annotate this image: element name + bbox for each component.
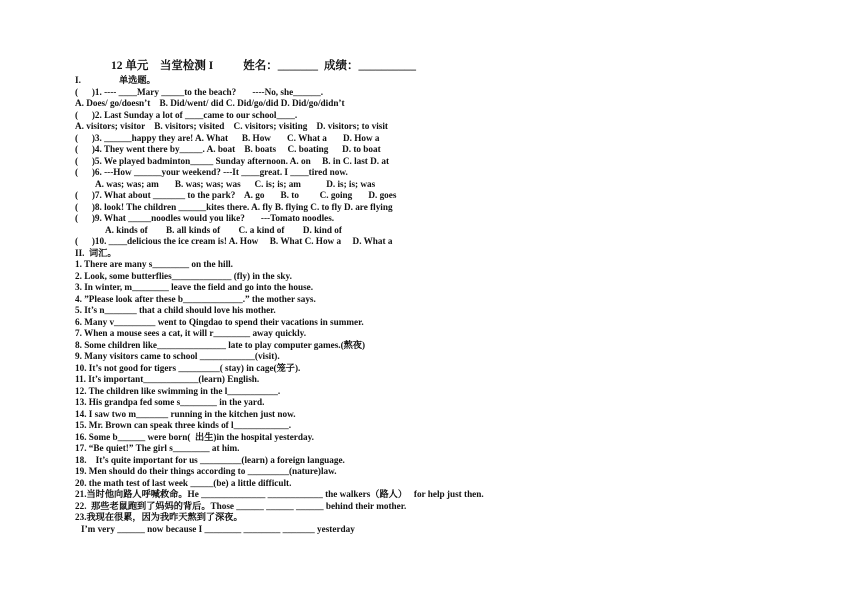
worksheet-header — [111, 57, 416, 73]
vocab-item: 20. the math test of last week _____(be) a little difficult. — [75, 477, 292, 488]
vocab-item: 3. In winter, m________ leave the field and go into the house. — [75, 282, 314, 292]
worksheet-title: 12 单元 当堂检测 I — [111, 60, 214, 72]
question-line: ( )6. ---How ______your weekend? ---It ____great. I ____tired now. — [75, 167, 348, 177]
vocab-item: 14. I saw two m_______ running in the kitchen just now. — [75, 408, 296, 419]
section-1-number: I. — [75, 75, 81, 85]
question-line: ( )3. ______happy they are! A. What B. How C. What a D. How a — [75, 132, 380, 143]
translation-item: I’m very ______ now because I ________ ________ _______ yesterday — [81, 523, 355, 534]
question-options: A. Does/ go/doesn’t B. Did/went/ did C. Did/go/did D. Did/go/didn’t — [75, 98, 345, 108]
section-1-heading — [75, 75, 635, 87]
translation-item: 21.当时他向路人呼喊救命。He ______________ ____________ the walkers（路人） for help just then. — [75, 489, 484, 499]
score-field-label: 成绩：__________ — [323, 60, 416, 72]
name-field-label: 姓名：_______ — [243, 60, 318, 72]
vocab-item: 2. Look, some butterflies_____________ (fly) in the sky. — [75, 270, 292, 281]
vocab-item: 10. It’s not good for tigers _________( stay) in cage(笼子). — [75, 362, 301, 373]
vocab-item: 11. It’s important____________(learn) English. — [75, 374, 260, 384]
vocab-item: 16. Some b______ were born( 出生)in the hospital yesterday. — [75, 431, 314, 442]
translation-item: 22. 那些老鼠跑到了妈妈的背后。Those ______ ______ ______ behind their mother. — [75, 500, 407, 511]
vocab-item: 1. There are many s________ on the hill. — [75, 259, 233, 269]
question-line: ( )1. ---- ____Mary _____to the beach? ----No, she______. — [75, 86, 324, 97]
question-line: ( )10. ____delicious the ice cream is! A. How B. What C. How a D. What a — [75, 236, 393, 246]
vocab-item: 5. It’s n_______ that a child should love his mother. — [75, 305, 276, 315]
section-1-title: 单选题。 — [119, 75, 156, 85]
vocab-item: 15. Mr. Brown can speak three kinds of l____________. — [75, 420, 292, 430]
vocab-item: 9. Many visitors came to school ____________(visit). — [75, 351, 280, 361]
question-options: A. visitors; visitor B. visitors; visited C. visitors; visiting D. visitors; to visit — [75, 121, 388, 131]
section-2-heading: II. 词汇。 — [75, 247, 117, 258]
question-line: ( )7. What about _______ to the park? A. go B. to C. going D. goes — [75, 190, 397, 200]
vocab-item: 19. Men should do their things according to _________(nature)law. — [75, 466, 337, 476]
vocab-item: 12. The children like swimming in the l___________. — [75, 385, 281, 396]
vocab-item: 13. His grandpa fed some s________ in the yard. — [75, 397, 265, 407]
question-line: ( )4. They went there by_____. A. boat B. boats C. boating D. to boat — [75, 144, 381, 154]
vocab-item: 18. It’s quite important for us _________(learn) a foreign language. — [75, 454, 345, 465]
question-line: ( )5. We played badminton_____ Sunday afternoon. A. on B. in C. last D. at — [75, 155, 390, 166]
vocab-item: 8. Some children like_______________ late to play computer games.(熬夜) — [75, 339, 366, 350]
question-options: A. kinds of B. all kinds of C. a kind of D. kind of — [105, 224, 342, 235]
vocab-item: 7. When a mouse sees a cat, it will r________ away quickly. — [75, 328, 307, 338]
question-options: A. was; was; am B. was; was; was C. is; is; am D. is; is; was — [95, 178, 376, 189]
question-line: ( )9. What _____noodles would you like? ---Tomato noodles. — [75, 213, 335, 223]
vocab-item: 4. ”Please look after these b_____________.” the mother says. — [75, 293, 316, 304]
vocab-item: 6. Many v_________ went to Qingdao to spend their vacations in summer. — [75, 316, 364, 327]
question-line: ( )8. look! The children ______kites there. A. fly B. flying C. to fly D. are flying — [75, 201, 393, 212]
vocab-item: 17. “Be quiet!” The girl s________ at him. — [75, 443, 240, 453]
translation-item: 23.我现在很累，因为我昨天熬到了深夜。 — [75, 512, 243, 522]
worksheet-body — [75, 75, 635, 535]
question-line: ( )2. Last Sunday a lot of ____came to our school____. — [75, 109, 298, 120]
